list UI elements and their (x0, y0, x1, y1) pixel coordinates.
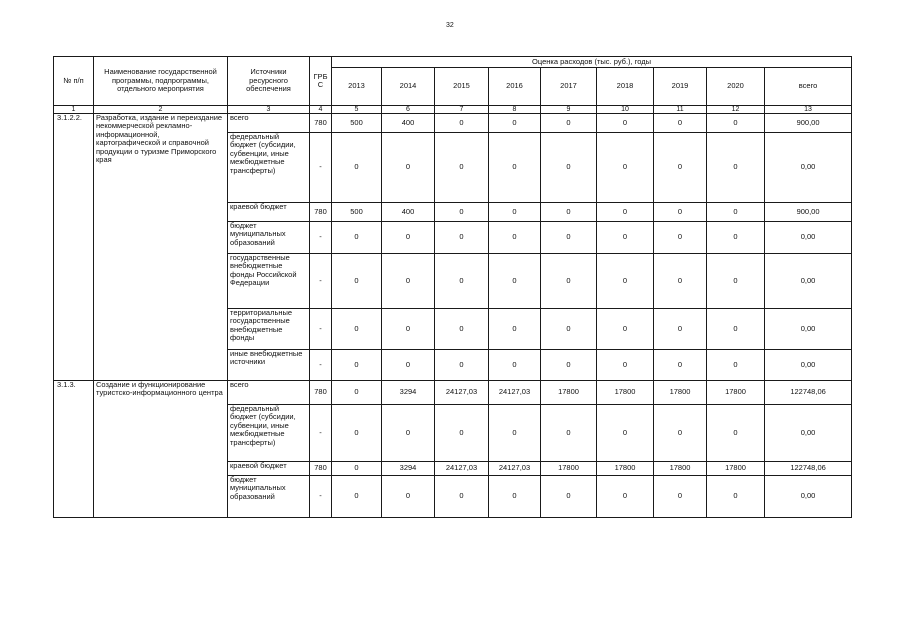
year-value: 24127,03 (435, 381, 489, 405)
year-value: 0 (541, 133, 597, 203)
column-number: 9 (541, 106, 597, 114)
year-value: 0 (332, 405, 382, 462)
year-value: 0 (489, 309, 541, 350)
header-num: № п/п (54, 57, 94, 106)
year-value: 0 (332, 381, 382, 405)
year-value: 0 (541, 254, 597, 309)
column-number: 8 (489, 106, 541, 114)
year-value: 17800 (654, 381, 707, 405)
total-value: 0,00 (765, 476, 852, 518)
total-value: 0,00 (765, 350, 852, 381)
year-value: 0 (382, 405, 435, 462)
year-value: 0 (654, 114, 707, 133)
year-value: 0 (489, 203, 541, 222)
column-number: 12 (707, 106, 765, 114)
header-year: 2018 (597, 68, 654, 106)
year-value: 17800 (707, 462, 765, 476)
funding-source: государственные внебюджетные фонды Российской Федерации (228, 254, 310, 309)
year-value: 0 (489, 405, 541, 462)
year-value: 3294 (382, 462, 435, 476)
total-value: 0,00 (765, 405, 852, 462)
column-number: 5 (332, 106, 382, 114)
total-value: 0,00 (765, 254, 852, 309)
header-year: 2016 (489, 68, 541, 106)
grbs-code: - (310, 405, 332, 462)
year-value: 0 (541, 476, 597, 518)
year-value: 0 (489, 133, 541, 203)
funding-source: федеральный бюджет (субсидии, субвенции, иные межбюджетные трансферты) (228, 133, 310, 203)
grbs-code: - (310, 133, 332, 203)
year-value: 0 (597, 350, 654, 381)
header-year: 2015 (435, 68, 489, 106)
year-value: 17800 (707, 381, 765, 405)
grbs-code: - (310, 476, 332, 518)
year-value: 0 (597, 405, 654, 462)
year-value: 0 (707, 309, 765, 350)
column-numbers-row (54, 106, 852, 114)
budget-table (53, 56, 852, 518)
year-value: 0 (541, 114, 597, 133)
grbs-code: 780 (310, 462, 332, 476)
year-value: 500 (332, 203, 382, 222)
column-number: 2 (94, 106, 228, 114)
total-value: 900,00 (765, 114, 852, 133)
column-number: 3 (228, 106, 310, 114)
year-value: 0 (654, 203, 707, 222)
year-value: 0 (382, 254, 435, 309)
funding-source: федеральный бюджет (субсидии, субвенции, иные межбюджетные трансферты) (228, 405, 310, 462)
year-value: 0 (489, 114, 541, 133)
year-value: 0 (707, 114, 765, 133)
year-value: 17800 (654, 462, 707, 476)
year-value: 0 (489, 254, 541, 309)
header-source: Источники ресурсного обеспечения (228, 57, 310, 106)
item-name: Создание и функционирование туристско-информационного центра (94, 381, 228, 518)
year-value: 0 (654, 350, 707, 381)
year-value: 24127,03 (435, 462, 489, 476)
year-value: 0 (707, 222, 765, 254)
total-value: 0,00 (765, 133, 852, 203)
year-value: 0 (332, 476, 382, 518)
year-value: 0 (597, 133, 654, 203)
year-value: 0 (654, 309, 707, 350)
year-value: 0 (332, 133, 382, 203)
grbs-code: - (310, 309, 332, 350)
year-value: 0 (435, 114, 489, 133)
year-value: 0 (541, 309, 597, 350)
year-value: 0 (489, 222, 541, 254)
header-row (54, 57, 852, 68)
year-value: 0 (435, 133, 489, 203)
year-value: 0 (541, 203, 597, 222)
header-year: 2013 (332, 68, 382, 106)
year-value: 0 (654, 405, 707, 462)
grbs-code: - (310, 254, 332, 309)
year-value: 400 (382, 203, 435, 222)
year-value: 0 (597, 114, 654, 133)
column-number: 11 (654, 106, 707, 114)
year-value: 0 (435, 350, 489, 381)
header-estimate: Оценка расходов (тыс. руб.), годы (332, 57, 852, 68)
year-value: 0 (707, 350, 765, 381)
item-name: Разработка, издание и переиздание некоммерческой рекламно-информационной, картографической и справочной продукции о туризме Приморского края (94, 114, 228, 381)
budget-row (54, 381, 852, 405)
funding-source: бюджет муниципальных образований (228, 476, 310, 518)
funding-source: иные внебюджетные источники (228, 350, 310, 381)
funding-source: бюджет муниципальных образований (228, 222, 310, 254)
year-value: 0 (435, 254, 489, 309)
total-value: 0,00 (765, 309, 852, 350)
year-value: 0 (489, 350, 541, 381)
year-value: 500 (332, 114, 382, 133)
year-value: 17800 (597, 462, 654, 476)
year-value: 0 (382, 476, 435, 518)
item-number: 3.1.3. (54, 381, 94, 518)
header-total: всего (765, 68, 852, 106)
year-value: 0 (707, 254, 765, 309)
year-value: 0 (332, 462, 382, 476)
year-value: 3294 (382, 381, 435, 405)
column-number: 10 (597, 106, 654, 114)
column-number: 1 (54, 106, 94, 114)
year-value: 24127,03 (489, 462, 541, 476)
year-value: 0 (707, 133, 765, 203)
budget-row (54, 114, 852, 133)
year-value: 17800 (541, 462, 597, 476)
year-value: 0 (541, 350, 597, 381)
header-year: 2017 (541, 68, 597, 106)
year-value: 0 (435, 476, 489, 518)
year-value: 0 (597, 222, 654, 254)
year-value: 24127,03 (489, 381, 541, 405)
total-value: 122748,06 (765, 381, 852, 405)
year-value: 0 (597, 309, 654, 350)
column-number: 6 (382, 106, 435, 114)
year-value: 0 (332, 350, 382, 381)
year-value: 0 (332, 309, 382, 350)
total-value: 0,00 (765, 222, 852, 254)
year-value: 17800 (597, 381, 654, 405)
year-value: 0 (707, 203, 765, 222)
year-value: 0 (707, 405, 765, 462)
year-value: 0 (435, 222, 489, 254)
year-value: 0 (654, 222, 707, 254)
total-value: 900,00 (765, 203, 852, 222)
header-year: 2019 (654, 68, 707, 106)
year-value: 0 (382, 309, 435, 350)
year-value: 0 (541, 405, 597, 462)
header-grbs: ГРБ С (310, 57, 332, 106)
year-value: 17800 (541, 381, 597, 405)
grbs-code: 780 (310, 114, 332, 133)
year-value: 0 (489, 476, 541, 518)
year-value: 0 (332, 254, 382, 309)
funding-source: краевой бюджет (228, 462, 310, 476)
year-value: 0 (597, 254, 654, 309)
year-value: 0 (654, 133, 707, 203)
grbs-code: 780 (310, 203, 332, 222)
funding-source: территориальные государственные внебюджетные фонды (228, 309, 310, 350)
header-name: Наименование государственной программы, подпрограммы, отдельного мероприятия (94, 57, 228, 106)
funding-source: краевой бюджет (228, 203, 310, 222)
year-value: 0 (435, 309, 489, 350)
year-value: 0 (654, 476, 707, 518)
page-number: 32 (446, 22, 454, 29)
year-value: 0 (707, 476, 765, 518)
item-number: 3.1.2.2. (54, 114, 94, 381)
year-value: 0 (597, 476, 654, 518)
header-year: 2020 (707, 68, 765, 106)
year-value: 0 (382, 222, 435, 254)
grbs-code: - (310, 350, 332, 381)
year-value: 0 (435, 405, 489, 462)
year-value: 0 (382, 133, 435, 203)
year-value: 0 (597, 203, 654, 222)
total-value: 122748,06 (765, 462, 852, 476)
funding-source: всего (228, 114, 310, 133)
year-value: 0 (654, 254, 707, 309)
year-value: 0 (435, 203, 489, 222)
funding-source: всего (228, 381, 310, 405)
column-number: 4 (310, 106, 332, 114)
year-value: 0 (332, 222, 382, 254)
year-value: 0 (541, 222, 597, 254)
year-value: 400 (382, 114, 435, 133)
header-year: 2014 (382, 68, 435, 106)
grbs-code: - (310, 222, 332, 254)
column-number: 13 (765, 106, 852, 114)
year-value: 0 (382, 350, 435, 381)
column-number: 7 (435, 106, 489, 114)
grbs-code: 780 (310, 381, 332, 405)
